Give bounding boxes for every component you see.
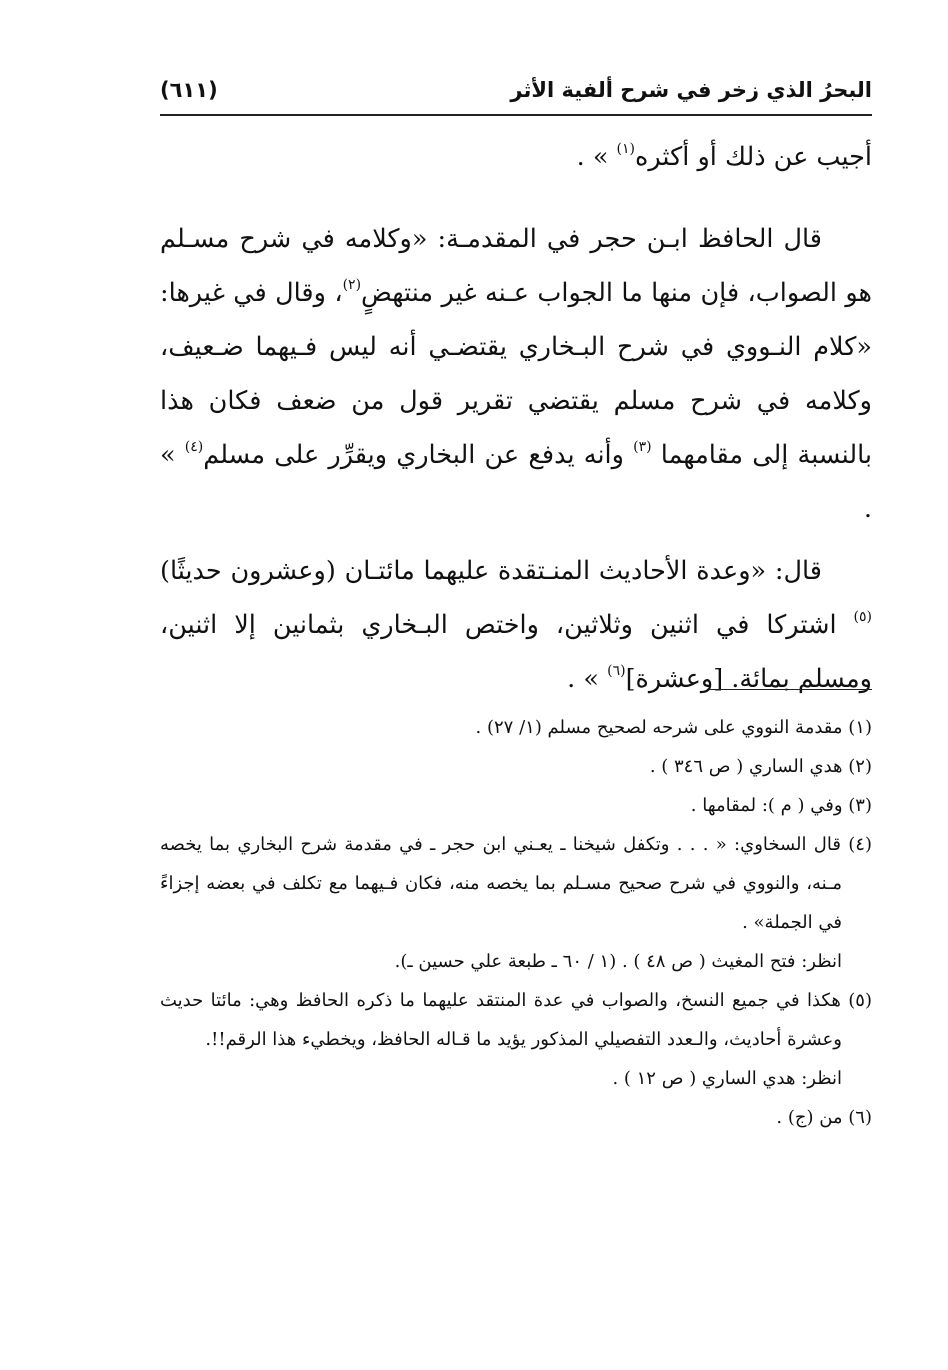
footnote-ref-1: (١): [616, 141, 635, 158]
paragraph-2-part-c: وأنه يدفع عن البخاري ويقرِّر على مسلم: [203, 440, 634, 470]
paragraph-2-part-b: ، وقال في غيرها: «كلام النـووي في شرح البـخاري يقتضـي أنه ليس فـيهما ضـعيف، وكلامه في شرح مسلم يقتضي تقرير قول من ضعف فكان هذا بالنسبة إلى مقامهما: [160, 278, 872, 470]
footnote-ref-5: (٥): [853, 609, 872, 626]
running-title: البحرُ الذي زخر في شرح ألفية الأثر: [510, 78, 872, 102]
footnote-2: (٢) هدي الساري ( ص ٣٤٦ ) .: [649, 756, 872, 777]
footnote-ref-6: (٦): [607, 663, 626, 680]
paragraph-3-part-b: اشتركا في اثنين وثلاثين، واختص البـخاري بثمانين إلا اثنين، ومسلم بمائة. [وعشرة]: [160, 610, 872, 694]
paragraph-3: [160, 544, 872, 706]
footnote-5: (٥) هكذا في جميع النسخ، والصواب في عدة المنتقد عليهما ما ذكره الحافظ وهي: مائتا حديث وعشرة أحاديث، والـعدد التفصيلي المذكور يؤيد ما قـاله الحافظ، ويخطيء هذا الرقم!!.: [160, 990, 872, 1050]
footnote-1: (١) مقدمة النووي على شرحه لصحيح مسلم (١/ ٢٧) .: [475, 717, 872, 738]
paragraph-1-end: » .: [576, 142, 617, 172]
footnote-ref-3: (٣): [633, 439, 652, 456]
footnote-4-reference: انظر: فتح المغيث ( ص ٤٨ ) . (١ / ٦٠ ـ طبعة علي حسين ـ).: [394, 951, 842, 972]
paragraph-1: [160, 130, 872, 184]
footnote-divider: [708, 689, 872, 690]
footnotes: [160, 708, 872, 1137]
footnote-6: (٦) من (ج) .: [776, 1107, 872, 1128]
header-divider: [160, 114, 872, 116]
paragraph-2-part-a: قال الحافظ ابـن حجر في المقدمـة: «وكلامه في شرح مسـلم هو الصواب، فإن منها ما الجواب عـنه غير منتهضٍ: [160, 224, 872, 308]
footnote-4: (٤) قال السخاوي: « . . . وتكفل شيخنا ـ يعـني ابن حجر ـ في مقدمة شرح البخاري بما يخصه مـنه، والنووي في شرح صحيح مسـلم بما يخصه منه، فكان فـيهما مع تكلف في بعضه إجزاءً في الجملة» .: [160, 834, 872, 933]
paragraph-3-part-a: قال: «وعدة الأحاديث المنـتقدة عليهما مائتـان (وعشرون حديثًا): [160, 556, 822, 586]
footnote-ref-4: (٤): [184, 439, 204, 456]
page-header: [160, 78, 872, 108]
footnote-ref-2: (٢): [342, 277, 362, 294]
footnote-5-reference: انظر: هدي الساري ( ص ١٢ ) .: [612, 1068, 842, 1089]
paragraph-3-end: » .: [567, 664, 608, 694]
main-text: [160, 130, 872, 706]
footnote-3: (٣) وفي ( م ): لمقامها .: [690, 795, 872, 816]
paragraph-2-end: » .: [160, 440, 872, 524]
paragraph-2: [160, 212, 872, 536]
page-number: (٦١١): [160, 78, 218, 102]
paragraph-1-text: أجيب عن ذلك أو أكثره: [635, 142, 872, 172]
